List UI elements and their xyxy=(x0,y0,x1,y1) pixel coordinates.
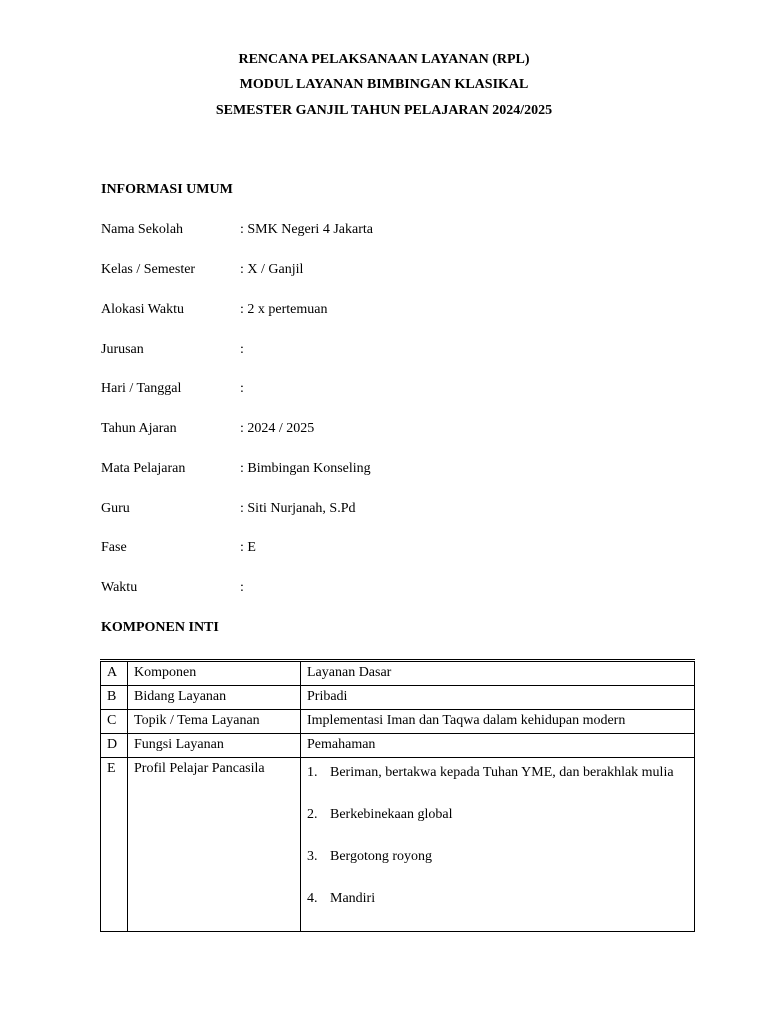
info-row-alokasi-waktu xyxy=(101,301,701,321)
row-value: Layanan Dasar xyxy=(301,661,695,686)
info-row-kelas-semester xyxy=(101,261,701,281)
table-row xyxy=(101,758,695,932)
section-heading-informasi-umum: INFORMASI UMUM xyxy=(101,182,233,197)
info-row-hari-tanggal xyxy=(101,380,701,400)
info-label: Hari / Tanggal xyxy=(101,381,182,396)
list-item xyxy=(307,886,688,911)
list-item-number: 1. xyxy=(307,765,318,780)
section-heading-komponen-inti: KOMPONEN INTI xyxy=(101,620,219,635)
info-value: : 2024 / 2025 xyxy=(240,421,315,436)
info-value: : Bimbingan Konseling xyxy=(240,461,371,476)
info-row-guru xyxy=(101,500,701,520)
komponen-inti-table xyxy=(100,659,695,932)
row-value: Implementasi Iman dan Taqwa dalam kehidupan modern xyxy=(301,710,695,734)
row-letter: D xyxy=(101,734,128,758)
row-value: Pribadi xyxy=(301,686,695,710)
info-row-fase xyxy=(101,539,701,559)
row-label: Fungsi Layanan xyxy=(128,734,301,758)
info-label: Fase xyxy=(101,540,127,555)
row-label: Bidang Layanan xyxy=(128,686,301,710)
table-row xyxy=(101,686,695,710)
document-semester-line: SEMESTER GANJIL TAHUN PELAJARAN 2024/2025 xyxy=(215,103,553,118)
row-value: Pemahaman xyxy=(301,734,695,758)
info-label: Mata Pelajaran xyxy=(101,461,186,476)
table-row xyxy=(101,661,695,686)
info-row-tahun-ajaran xyxy=(101,420,701,440)
info-value: : X / Ganjil xyxy=(240,262,304,277)
profil-pelajar-list xyxy=(307,760,688,911)
list-item xyxy=(307,802,688,827)
info-label: Jurusan xyxy=(101,342,144,357)
row-label: Profil Pelajar Pancasila xyxy=(128,758,301,932)
list-item xyxy=(307,844,688,869)
list-item-number: 2. xyxy=(307,807,318,822)
row-letter: C xyxy=(101,710,128,734)
row-letter: E xyxy=(101,758,128,932)
info-label: Waktu xyxy=(101,580,138,595)
list-item-text: Beriman, bertakwa kepada Tuhan YME, dan berakhlak mulia xyxy=(330,765,674,780)
list-item-text: Berkebinekaan global xyxy=(330,807,453,822)
info-value: : 2 x pertemuan xyxy=(240,302,328,317)
info-row-waktu xyxy=(101,579,701,599)
list-item-text: Mandiri xyxy=(330,891,376,906)
table-row xyxy=(101,734,695,758)
table-row xyxy=(101,710,695,734)
info-label: Nama Sekolah xyxy=(101,222,184,237)
info-value: : E xyxy=(240,540,256,555)
info-label: Alokasi Waktu xyxy=(101,302,184,317)
list-item-number: 4. xyxy=(307,891,318,906)
info-row-nama-sekolah xyxy=(101,221,701,241)
list-item-number: 3. xyxy=(307,849,318,864)
row-letter: A xyxy=(101,661,128,686)
list-item xyxy=(307,760,688,785)
document-subtitle: MODUL LAYANAN BIMBINGAN KLASIKAL xyxy=(239,77,529,92)
info-value: : xyxy=(240,342,244,357)
info-label: Tahun Ajaran xyxy=(101,421,177,436)
info-value: : Siti Nurjanah, S.Pd xyxy=(240,501,356,516)
list-item-text: Bergotong royong xyxy=(330,849,433,864)
info-row-mata-pelajaran xyxy=(101,460,701,480)
row-label: Komponen xyxy=(128,661,301,686)
info-value: : xyxy=(240,580,244,595)
info-label: Guru xyxy=(101,501,130,516)
info-label: Kelas / Semester xyxy=(101,262,196,277)
row-value-list-cell xyxy=(301,758,695,932)
info-value: : SMK Negeri 4 Jakarta xyxy=(240,222,373,237)
document-title: RENCANA PELAKSANAAN LAYANAN (RPL) xyxy=(238,52,530,67)
row-letter: B xyxy=(101,686,128,710)
row-label: Topik / Tema Layanan xyxy=(128,710,301,734)
info-value: : xyxy=(240,381,244,396)
info-row-jurusan xyxy=(101,341,701,361)
